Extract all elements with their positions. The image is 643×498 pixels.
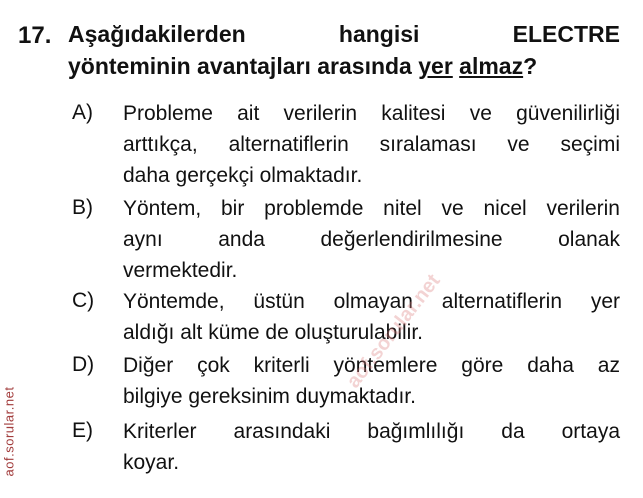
option-letter-d[interactable]: D) [72, 353, 95, 376]
question-line-2-text: yönteminin avantajları arasında [68, 53, 419, 79]
option-c-line-2: aldığı alt küme de oluşturulabilir. [123, 321, 423, 344]
option-text-c[interactable] [123, 286, 620, 348]
option-b-line-1: Yöntem, bir problemde nitel ve nicel verilerin [123, 197, 620, 220]
side-watermark: aof.sorular.net [1, 386, 17, 477]
option-letter-b[interactable]: B) [72, 196, 93, 219]
question-line-2 [68, 53, 537, 79]
question-text [68, 18, 620, 82]
option-letter-c[interactable]: C) [72, 289, 95, 312]
underlined-word-yer: yer [418, 53, 453, 79]
question-number: 17. [18, 22, 52, 49]
center-watermark: aof.sorular.net [342, 270, 445, 393]
option-e-line-2: koyar. [123, 451, 180, 474]
option-a-line-3: daha gerçekçi olmaktadır. [123, 164, 363, 187]
question-mark: ? [523, 53, 538, 79]
underlined-word-almaz: almaz [459, 53, 524, 79]
option-letter-e[interactable]: E) [72, 419, 93, 442]
option-b-line-2: aynı anda değerlendirilmesine olanak [123, 228, 620, 251]
option-b-line-3: vermektedir. [123, 259, 238, 282]
option-letter-a[interactable]: A) [72, 101, 93, 124]
option-c-line-1: Yöntemde, üstün olmayan alternatiflerin yer [123, 290, 620, 313]
option-e-line-1: Kriterler arasındaki bağımlılığı da ortaya [123, 420, 620, 443]
option-text-b[interactable] [123, 193, 620, 286]
option-text-e[interactable] [123, 416, 620, 478]
option-d-line-2: bilgiye gereksinim duymaktadır. [123, 385, 416, 408]
question-line-1: Aşağıdakilerden hangisi ELECTRE [68, 21, 620, 47]
option-text-a[interactable] [123, 98, 620, 191]
option-d-line-1: Diğer çok kriterli yöntemlere göre daha az [123, 354, 620, 377]
option-a-line-2: arttıkça, alternatiflerin sıralaması ve seçimi [123, 133, 620, 156]
option-a-line-1: Probleme ait verilerin kalitesi ve güvenilirliği [123, 102, 620, 125]
